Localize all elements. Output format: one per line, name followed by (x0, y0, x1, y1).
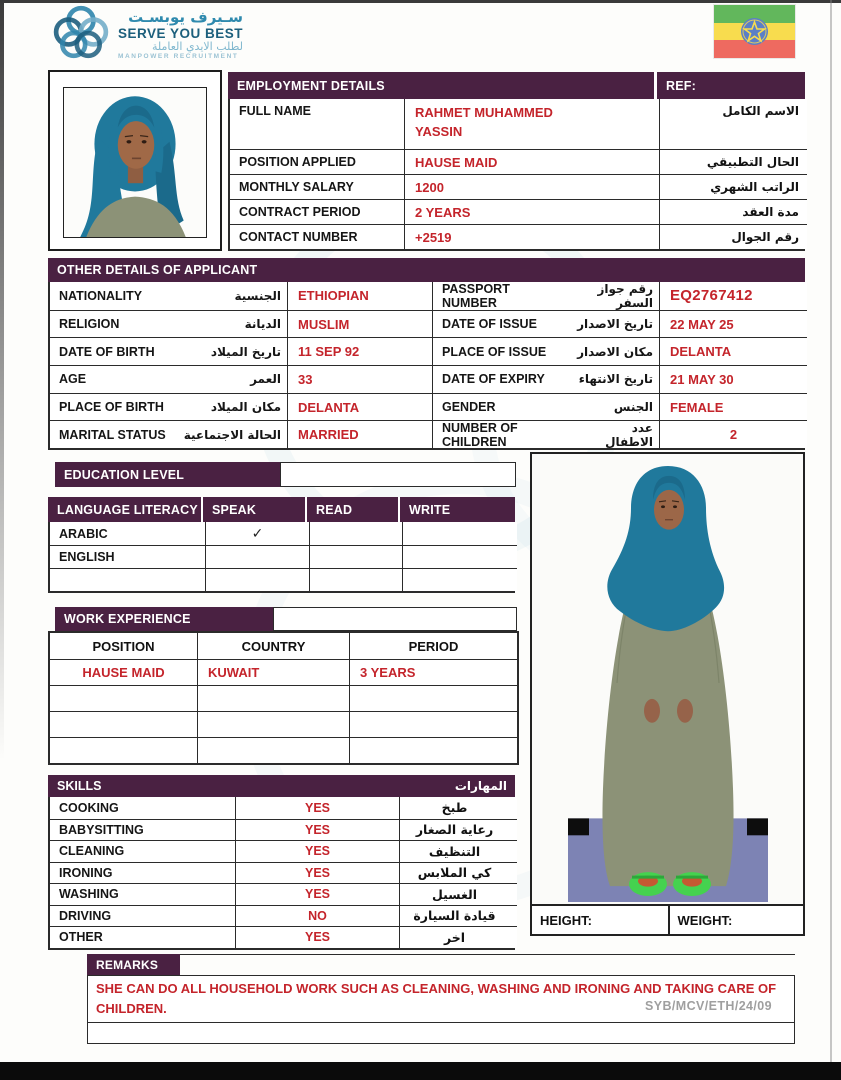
language-name (50, 568, 205, 591)
work-experience-section (55, 607, 517, 631)
language-name: ENGLISH (50, 545, 205, 568)
weight-label: WEIGHT: (668, 906, 804, 934)
employment-details-table (228, 72, 805, 251)
experience-position (50, 711, 197, 737)
skill-label: DRIVING (50, 905, 235, 927)
scan-edge-right (830, 0, 832, 1062)
skill-value: YES (235, 926, 399, 948)
place-of-issue-label: PLACE OF ISSUE مكان الاصدار (432, 337, 659, 365)
read-cell (309, 545, 402, 568)
experience-country (197, 711, 349, 737)
passport-number-value: EQ2767412 (659, 282, 807, 310)
number-of-children-value: 2 (659, 420, 807, 448)
scan-edge-left (0, 0, 4, 760)
experience-position (50, 685, 197, 711)
nationality-label: NATIONALITY الجنسية (50, 282, 287, 310)
write-header: WRITE (400, 497, 515, 522)
skill-label-arabic: قيادة السيارة (399, 905, 517, 927)
nationality-value: ETHIOPIAN (287, 282, 432, 310)
agency-tagline: MANPOWER RECRUITMENT (118, 52, 239, 60)
gender-value: FEMALE (659, 393, 807, 421)
contract-period-value: 2 YEARS (404, 199, 659, 224)
skill-label: BABYSITTING (50, 819, 235, 841)
skill-label-arabic: كي الملابس (399, 862, 517, 884)
contact-number-label: CONTACT NUMBER (230, 224, 404, 249)
experience-country (197, 685, 349, 711)
age-value: 33 (287, 365, 432, 393)
read-header: READ (307, 497, 400, 522)
full-name-label: FULL NAME (230, 99, 404, 149)
monthly-salary-value: 1200 (404, 174, 659, 199)
place-of-birth-value: DELANTA (287, 393, 432, 421)
skill-label: WASHING (50, 883, 235, 905)
applicant-headshot-frame (63, 87, 207, 238)
skill-label-arabic: الغسيل (399, 883, 517, 905)
applicant-full-body-photo (532, 454, 803, 904)
applicant-headshot-photo (48, 70, 222, 251)
speak-cell (205, 568, 309, 591)
skill-label: CLEANING (50, 840, 235, 862)
position-applied-label-arabic: الحال التطبيقي (659, 149, 807, 174)
write-cell (402, 568, 517, 591)
scan-edge-bottom (0, 1062, 841, 1080)
other-details-header: OTHER DETAILS OF APPLICANT (48, 258, 805, 282)
number-of-children-label: NUMBER OF CHILDREN عدد الاطفال (432, 420, 659, 448)
skills-table (48, 775, 515, 950)
position-applied-value: HAUSE MAID (404, 149, 659, 174)
marital-status-value: MARRIED (287, 420, 432, 448)
agency-logo (52, 4, 243, 65)
skill-label-arabic: التنظيف (399, 840, 517, 862)
date-of-issue-label: DATE OF ISSUE تاريخ الاصدار (432, 310, 659, 338)
education-level-header: EDUCATION LEVEL (55, 462, 280, 487)
work-experience-header-blank (273, 607, 517, 631)
height-label: HEIGHT: (532, 906, 668, 934)
work-experience-table (48, 631, 519, 765)
experience-period (349, 737, 517, 763)
experience-period: 3 YEARS (349, 659, 517, 685)
monthly-salary-label: MONTHLY SALARY (230, 174, 404, 199)
ref-header: REF: (657, 72, 805, 99)
experience-period (349, 685, 517, 711)
language-literacy-header: LANGUAGE LITERACY (48, 497, 203, 522)
position-applied-label: POSITION APPLIED (230, 149, 404, 174)
applicant-full-body-photo-box (530, 452, 805, 936)
skill-label: COOKING (50, 797, 235, 819)
agency-name-arabic: سـيرف يوبسـت (128, 7, 244, 26)
read-cell (309, 568, 402, 591)
skill-value: YES (235, 819, 399, 841)
skills-header: SKILLS (57, 779, 102, 793)
date-of-birth-value: 11 SEP 92 (287, 337, 432, 365)
document-reference-code: SYB/MCV/ETH/24/09 (645, 999, 772, 1013)
write-cell (402, 545, 517, 568)
experience-position: HAUSE MAID (50, 659, 197, 685)
experience-country: KUWAIT (197, 659, 349, 685)
write-cell (402, 522, 517, 545)
remarks-text: SHE CAN DO ALL HOUSEHOLD WORK SUCH AS CLEANING, WASHING AND IRONING AND TAKING CARE OF CHILDREN. (88, 976, 794, 1023)
speak-cell (205, 545, 309, 568)
employment-details-header: EMPLOYMENT DETAILS (228, 72, 657, 99)
period-column-header: PERIOD (349, 633, 517, 659)
remarks-header-line (180, 954, 795, 975)
language-name: ARABIC (50, 522, 205, 545)
contact-number-value: +2519 (404, 224, 659, 249)
skills-header-arabic: المهارات (454, 779, 507, 793)
speak-checkmark: ✓ (205, 522, 309, 545)
speak-header: SPEAK (203, 497, 307, 522)
read-cell (309, 522, 402, 545)
education-level-value (280, 462, 516, 487)
monthly-salary-label-arabic: الراتب الشهري (659, 174, 807, 199)
date-of-expiry-label: DATE OF EXPIRY تاريخ الانتهاء (432, 365, 659, 393)
passport-number-label: PASSPORT NUMBER رقم جواز السفر (432, 282, 659, 310)
language-literacy-table (48, 497, 515, 593)
skill-value: YES (235, 883, 399, 905)
date-of-issue-value: 22 MAY 25 (659, 310, 807, 338)
religion-value: MUSLIM (287, 310, 432, 338)
contact-number-label-arabic: رقم الجوال (659, 224, 807, 249)
religion-label: RELIGION الديانة (50, 310, 287, 338)
skill-value: YES (235, 797, 399, 819)
scan-edge-top (0, 0, 841, 3)
skill-value: NO (235, 905, 399, 927)
skill-value: YES (235, 840, 399, 862)
skill-label: OTHER (50, 926, 235, 948)
ethiopia-flag (714, 5, 795, 58)
date-of-birth-label: DATE OF BIRTH تاريخ الميلاد (50, 337, 287, 365)
place-of-issue-value: DELANTA (659, 337, 807, 365)
education-level-section (55, 462, 516, 487)
other-details-table (48, 258, 805, 450)
country-column-header: COUNTRY (197, 633, 349, 659)
agency-tagline-arabic: لطلب الايدي العاملة (151, 39, 244, 53)
remarks-header: REMARKS (87, 954, 180, 975)
age-label: AGE العمر (50, 365, 287, 393)
experience-position (50, 737, 197, 763)
work-experience-header: WORK EXPERIENCE (55, 607, 273, 631)
contract-period-label: CONTRACT PERIOD (230, 199, 404, 224)
agency-logo-icon (52, 4, 110, 65)
skill-label-arabic: رعاية الصغار (399, 819, 517, 841)
contract-period-label-arabic: مدة العقد (659, 199, 807, 224)
skill-value: YES (235, 862, 399, 884)
skill-label-arabic: اخر (399, 926, 517, 948)
full-name-value: RAHMET MUHAMMED YASSIN (404, 99, 659, 149)
place-of-birth-label: PLACE OF BIRTH مكان الميلاد (50, 393, 287, 421)
date-of-expiry-value: 21 MAY 30 (659, 365, 807, 393)
position-column-header: POSITION (50, 633, 197, 659)
gender-label: GENDER الجنس (432, 393, 659, 421)
agency-name: SERVE YOU BEST (118, 25, 244, 41)
remarks-empty-row (88, 1023, 794, 1043)
full-name-label-arabic: الاسم الكامل (659, 99, 807, 149)
experience-period (349, 711, 517, 737)
experience-country (197, 737, 349, 763)
marital-status-label: MARITAL STATUS الحالة الاجتماعية (50, 420, 287, 448)
skill-label-arabic: طبخ (399, 797, 517, 819)
skill-label: IRONING (50, 862, 235, 884)
